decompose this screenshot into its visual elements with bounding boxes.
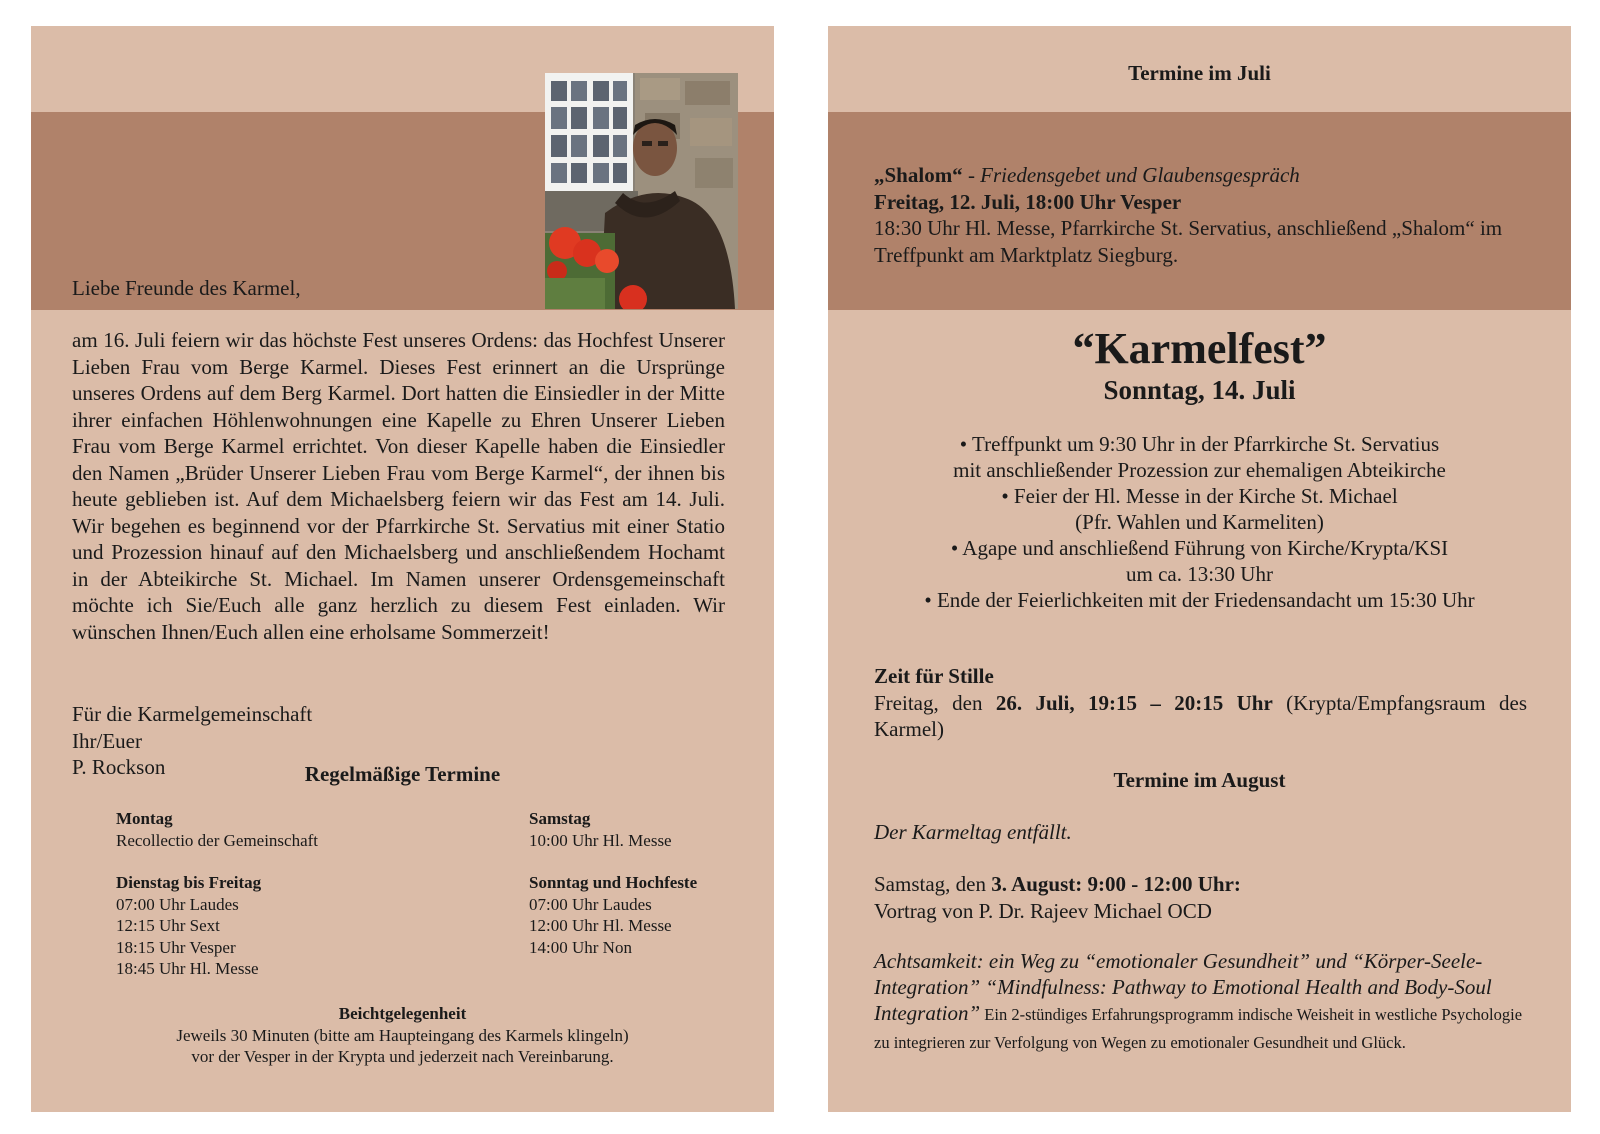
schedule-item: 18:15 Uhr Vesper [116,937,236,957]
august-event-theme: Achtsamkeit: ein Weg zu “emotionaler Gesundheit” und “Körper-Seele-Integration” “Mindfulness: Pathway to Emotional Health and Body-Soul Integration” [874,949,1492,1025]
stille-time: 26. Juli, 19:15 – 20:15 Uhr [995,690,1273,715]
schedule-day: Sonntag und Hochfeste [529,873,698,892]
schedule-title: Regelmäßige Termine [304,762,501,786]
signature-line: Für die Karmelgemeinschaft [72,702,313,726]
stille-location: (Krypta/Empfangsraum des Karmel) [874,690,1528,741]
fest-line: (Pfr. Wahlen und Karmeliten) [1075,510,1324,534]
schedule-item: 14:00 Uhr Non [529,937,632,957]
left-page [31,26,774,1112]
shalom-name: „Shalom“ [874,163,963,187]
stille-prefix: Freitag, den [874,690,996,715]
fest-line: • Treffpunkt um 9:30 Uhr in der Pfarrkirche St. Servatius [959,432,1440,456]
confession-info [31,1003,774,1068]
schedule-day: Samstag [529,809,591,828]
august-event-details [874,948,1534,1056]
schedule-column-right [529,808,697,958]
fest-line: • Agape und anschließend Führung von Kirche/Krypta/KSI [950,536,1449,560]
august-event-time: 3. August: 9:00 - 12:00 Uhr: [991,872,1241,896]
priest-photo [545,73,738,309]
august-event-prefix: Samstag, den [874,872,992,896]
fest-date: Sonntag, 14. Juli [1103,375,1296,405]
signature-name: P. Rockson [72,755,166,779]
july-header: Termine im Juli [1128,61,1271,85]
fest-line: um ca. 13:30 Uhr [1126,562,1273,586]
confession-line: vor der Vesper in der Krypta und jederzeit nach Vereinbarung. [191,1047,614,1066]
schedule-item: 10:00 Uhr Hl. Messe [529,830,672,850]
fest-line: • Ende der Feierlichkeiten mit der Friedensandacht um 15:30 Uhr [924,588,1475,612]
right-page [828,26,1571,1112]
signature-line: Ihr/Euer [72,728,142,753]
shalom-subtitle: - Friedensgebet und Glaubensgespräch [962,163,1300,187]
fest-line: mit anschließender Prozession zur ehemaligen Abteikirche [953,458,1446,482]
schedule-item: 18:45 Uhr Hl. Messe [116,959,259,978]
confession-title: Beichtgelegenheit [338,1004,467,1023]
shalom-date: Freitag, 12. Juli, 18:00 Uhr Vesper [874,189,1182,214]
schedule-day: Dienstag bis Freitag [116,873,262,892]
stille-event [874,663,1527,743]
august-event-description: Vortrag von P. Dr. Rajeev Michael OCD [874,898,1212,923]
august-cancel-note: Der Karmeltag entfällt. [874,820,1072,844]
schedule-day: Montag [116,809,173,828]
confession-line: Jeweils 30 Minuten (bitte am Haupteingang des Karmels klingeln) [176,1025,629,1045]
shalom-event [874,162,1527,268]
schedule-item: 12:15 Uhr Sext [116,916,220,935]
letter-body: am 16. Juli feiern wir das höchste Fest unseres Ordens: das Hochfest Unserer Lieben Frau vom Berge Karmel. Dieses Fest erinnert an die Ursprünge unseres Ordens auf dem Berg Karmel. Dort hatten die Einsiedler in der Mitte ihrer einfachen Höhlenwohnungen eine Kapelle zu Ehren Unserer Lieben Frau vom Berge Karmel errichtet. Von dieser Kapelle haben die Einsiedler den Namen „Brüder Unserer Lieben Frau vom Berge Karmel“, der ihnen bis heute geblieben ist. Auf dem Michaelsberg feiern wir das Fest am 14. Juli. Wir begehen es beginnend vor der Pfarrkirche St. Servatius mit einer Statio und Prozession hinauf auf den Michaelsberg und anschließendem Hochamt in der Abteikirche St. Michael. Im Namen unserer Ordensgemeinschaft möchte ich Sie/Euch alle ganz herzlich zu diesem Fest einladen. Wir wünschen Ihnen/Euch allen eine erholsame Sommerzeit! [72,328,725,644]
shalom-description: 18:30 Uhr Hl. Messe, Pfarrkirche St. Servatius, anschließend „Shalom“ im Treffpunkt am Marktplatz Siegburg. [874,216,1503,267]
fest-line: • Feier der Hl. Messe in der Kirche St. Michael [1001,484,1398,508]
august-header: Termine im August [1113,768,1286,792]
august-event-summary: Ein 2-stündiges Erfahrungsprogramm indische Weisheit in westliche Psychologie zu integrieren zur Verfolgung von Wegen zu emotionaler Gesundheit und Glück. [874,1005,1523,1052]
stille-title: Zeit für Stille [874,664,994,688]
schedule-item: 12:00 Uhr Hl. Messe [529,916,672,935]
august-event [874,871,1241,924]
schedule-item: Recollectio der Gemeinschaft [116,830,319,850]
fest-program [828,431,1571,613]
fest-title: “Karmelfest” [1072,324,1327,373]
schedule-item: 07:00 Uhr Laudes [116,894,239,914]
schedule-column-left [116,808,318,980]
schedule-item: 07:00 Uhr Laudes [529,894,652,914]
greeting: Liebe Freunde des Karmel, [72,276,301,300]
